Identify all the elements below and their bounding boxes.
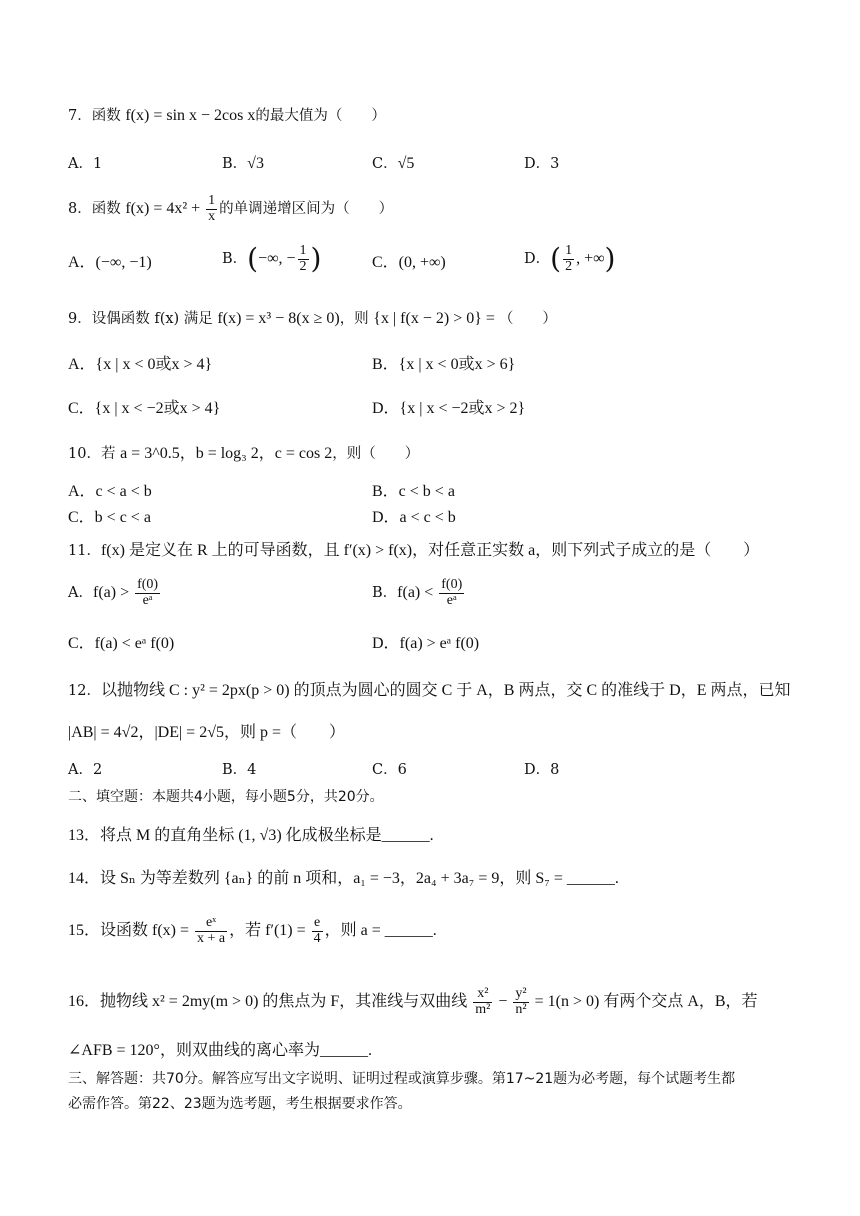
option-text: D．{x | x < −2或x > 2} [372, 400, 526, 417]
math-expression: √3 [247, 155, 264, 172]
stem-text: 14．设 Sₙ 为等差数列 {aₙ} 的前 n 项和，a₁ = −3，2a₄ + 3a₇ = 9，则 S₇ = ______. [68, 870, 619, 887]
option-label: C． [372, 156, 398, 172]
question-number: 11． [68, 543, 101, 559]
q7-option-c[interactable] [372, 154, 414, 174]
denominator: n² [515, 1001, 527, 1017]
stem-text: ，则 a = ______. [324, 922, 437, 940]
stem-text: ，若 f′(1) = [229, 922, 310, 940]
question-number: 9． [68, 311, 92, 327]
fraction [473, 987, 492, 1017]
q11-option-b[interactable] [372, 578, 466, 608]
q7-option-b[interactable] [222, 154, 264, 174]
question-number: 8． [68, 201, 92, 218]
option-text: C．f(a) < eᵃ f(0) [68, 635, 175, 652]
stem-text: 15．设函数 f(x) = [68, 922, 194, 940]
math-expression: f(x) = sin x − 2cos x [125, 107, 256, 124]
option-text: D．a < c < b [372, 509, 456, 526]
numerator: 1 [299, 243, 307, 258]
question-number: 7． [68, 108, 92, 124]
denominator: x + a [197, 930, 226, 946]
denominator: 2 [565, 258, 573, 274]
option-text: B．{x | x < 0或x > 6} [372, 356, 516, 373]
q7-option-a[interactable]: A．1 [68, 156, 103, 172]
q10-option-d[interactable] [372, 508, 456, 528]
left-paren: ( [247, 242, 259, 276]
section-header-answer-line2: 必需作答。第22、23题为选考题，考生根据要求作答。 [68, 1096, 412, 1112]
option-text: A．{x | x < 0或x > 4} [68, 356, 213, 373]
q12-option-c[interactable]: C．6 [372, 762, 407, 778]
stem-text: 16．抛物线 x² = 2my(m > 0) 的焦点为 F，其准线与双曲线 [68, 993, 472, 1011]
section-header-answer: 三、解答题：共70分。解答应写出文字说明、证明过程或演算步骤。第17~21题为必考题，每个试题考生都 [68, 1071, 736, 1087]
numerator: e [312, 916, 323, 932]
denominator: eᵃ [446, 592, 457, 608]
question-12-stem-line2 [68, 723, 345, 743]
denominator: 2 [299, 258, 307, 274]
q12-option-b[interactable]: B．4 [222, 762, 257, 778]
operator: − [494, 993, 512, 1011]
question-10-stem [68, 444, 419, 464]
question-14 [68, 869, 619, 889]
question-11-stem [68, 541, 759, 561]
numerator: 1 [208, 193, 216, 208]
option-text: B．c < b < a [372, 483, 455, 500]
question-16 [68, 987, 758, 1017]
numerator: 1 [565, 243, 573, 258]
fraction [298, 244, 309, 274]
question-8-stem [68, 194, 393, 224]
q11-option-a[interactable] [68, 578, 162, 608]
stem-text: 若 [100, 446, 121, 462]
math-expression: f(a) < [397, 584, 438, 602]
question-13 [68, 826, 434, 846]
stem-text: 以抛物线 C : y² = 2px(p > 0) 的顶点为圆心的圆交 C 于 A，B 两点，交 C 的准线于 D，E 两点，已知 [100, 682, 791, 699]
q8-option-b[interactable] [222, 244, 321, 274]
fraction [312, 916, 323, 946]
option-text: A．c < a < b [68, 483, 152, 500]
option-text: C．(0, +∞) [372, 254, 446, 271]
q8-option-a[interactable] [68, 253, 152, 273]
option-label: D． [524, 251, 551, 268]
numerator: eˣ [195, 916, 227, 932]
q8-option-d[interactable] [524, 244, 615, 274]
denominator: eᵃ [142, 592, 153, 608]
fraction [563, 244, 574, 274]
q7-option-d[interactable]: D．3 [524, 156, 560, 172]
q10-option-c[interactable] [68, 508, 151, 528]
numerator: y² [515, 986, 527, 1001]
option-text: A．(−∞, −1) [68, 254, 152, 271]
question-number: 10． [68, 446, 101, 462]
q10-option-a[interactable] [68, 482, 152, 502]
q9-option-c[interactable] [68, 399, 220, 419]
denominator: 4 [313, 930, 321, 946]
q9-option-b[interactable] [372, 355, 515, 375]
fraction [206, 194, 217, 224]
question-16-line2 [68, 1041, 372, 1061]
q12-option-d[interactable]: D．8 [524, 762, 560, 778]
q9-option-a[interactable] [68, 355, 212, 375]
option-text: C．{x | x < −2或x > 4} [68, 400, 221, 417]
stem-text: 函数 [91, 201, 126, 218]
stem-text: ，则（ ） [332, 446, 420, 462]
stem-text: （ ） [498, 311, 557, 327]
q12-option-a[interactable]: A．2 [68, 762, 103, 778]
option-text: D．f(a) > eᵃ f(0) [372, 635, 480, 652]
question-12-stem [68, 681, 790, 701]
right-paren: ) [310, 242, 322, 276]
stem-text: 13．将点 M 的直角坐标 (1, √3) 化成极坐标是______. [68, 827, 434, 844]
q11-option-d[interactable] [372, 634, 479, 654]
numerator: x² [473, 987, 492, 1003]
question-15 [68, 916, 437, 946]
question-9-stem [68, 309, 557, 329]
stem-text: 的最大值为（ ） [255, 108, 386, 124]
stem-text: 函数 [91, 108, 126, 124]
denominator: m² [475, 1001, 491, 1017]
option-label: B． [222, 251, 248, 268]
q11-option-c[interactable] [68, 634, 174, 654]
numerator: f(0) [137, 577, 159, 592]
numerator: f(0) [441, 577, 463, 592]
math-expression: f(a) > [92, 584, 134, 602]
option-label: A． [68, 585, 93, 602]
stem-text: ∠AFB = 120°，则双曲线的离心率为______. [68, 1042, 372, 1059]
option-text: C．b < c < a [68, 509, 151, 526]
question-7-stem [68, 106, 386, 126]
math-expression: −∞, − [258, 250, 296, 268]
stem-text: 设偶函数 f(x) 满足 [91, 311, 218, 327]
stem-text: 的单调递增区间为（ ） [219, 201, 394, 218]
math-expression: {x | f(x − 2) > 0} = [373, 310, 499, 327]
left-paren: ( [550, 242, 562, 276]
fraction [513, 987, 528, 1017]
q9-option-d[interactable] [372, 399, 525, 419]
stem-text: ，则 [339, 311, 374, 327]
fraction [135, 578, 160, 608]
stem-text: = 1(n > 0) 有两个交点 A，B，若 [530, 993, 758, 1011]
section-header-fill-blank: 二、填空题：本题共4小题，每小题5分，共20分。 [68, 789, 384, 805]
fraction [439, 578, 464, 608]
denominator: x [208, 208, 216, 224]
option-label: B． [372, 585, 398, 602]
math-expression: f(x) = x³ − 8(x ≥ 0) [217, 310, 340, 327]
fraction [195, 916, 227, 946]
question-number: 12． [68, 683, 101, 699]
q8-option-c[interactable] [372, 253, 446, 273]
stem-text: f(x) 是定义在 R 上的可导函数，且 f′(x) > f(x)，对任意正实数 a，则下列式子成立的是（ ） [100, 542, 760, 559]
right-paren: ) [604, 242, 616, 276]
math-expression: , +∞ [576, 250, 605, 268]
math-expression: f(x) = 4x² + [125, 200, 205, 218]
math-expression: √5 [397, 155, 415, 172]
q10-option-b[interactable] [372, 482, 455, 502]
math-expression: a = 3^0.5，b = log₃ 2，c = cos 2 [120, 445, 333, 462]
option-label: B． [222, 156, 248, 172]
stem-text: |AB| = 4√2，|DE| = 2√5，则 p =（ ） [68, 724, 346, 741]
